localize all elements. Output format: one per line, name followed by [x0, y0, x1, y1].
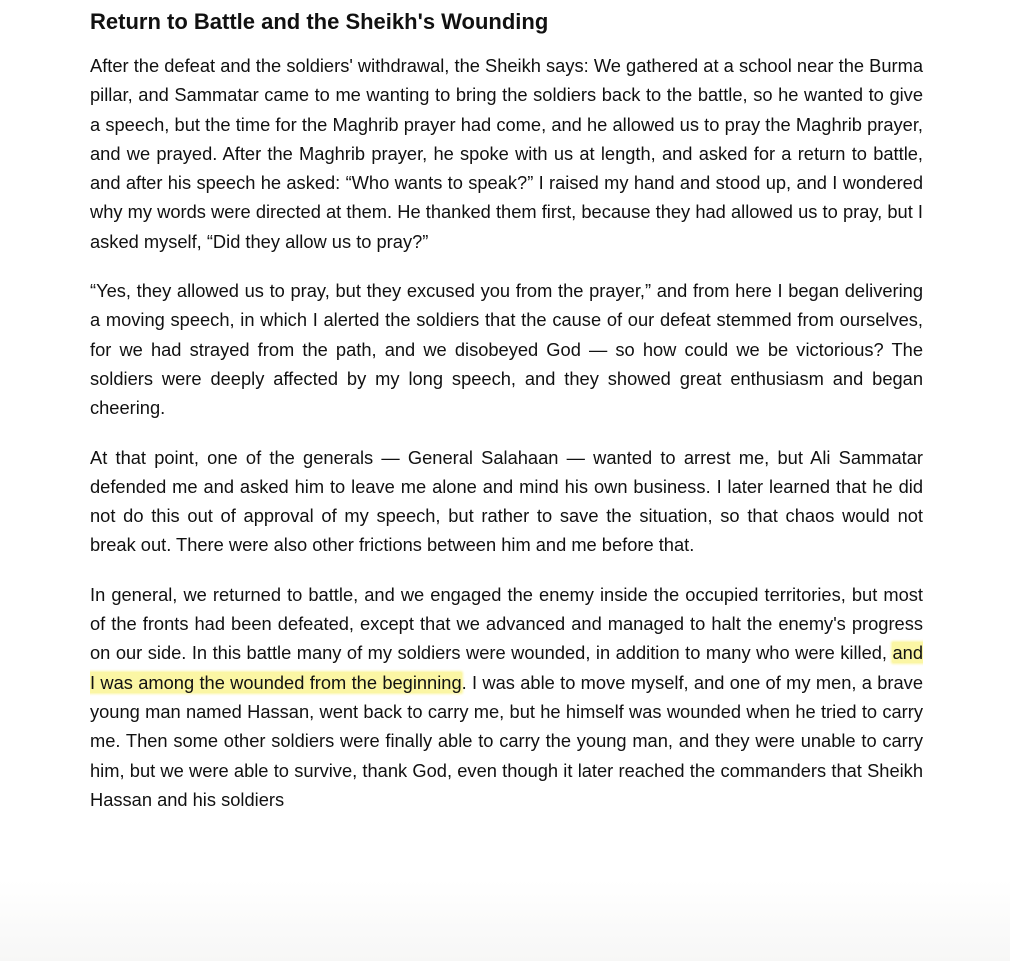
paragraph-4-text-end: . I was able to move myself, and one of my men, a brave young man named Hassan, went back to carry me, but he himself was wounded when he tried to carry me. Then some other soldiers were finally able to carry the young man, and they were unable to carry him, but we were able to survive, thank God, even though it later reached the commanders that Sheikh Hassan and his soldiers — [90, 671, 923, 810]
paragraph-1: After the defeat and the soldiers' withdrawal, the Sheikh says: We gathered at a school near the Burma pillar, and Sammatar came to me wanting to bring the soldiers back to the battle, so he wanted to give a speech, but the time for the Maghrib prayer had come, and he allowed us to pray the Maghrib prayer, and we prayed. After the Maghrib prayer, he spoke with us at length, and asked for a return to battle, and after his speech he asked: “Who wants to speak?” I raised my hand and stood up, and I wondered why my words were directed at them. He thanked them first, because they had allowed us to pray, but I asked myself, “Did they allow us to pray?” — [90, 55, 923, 252]
document-body — [90, 6, 923, 834]
paragraph-4-text-start: In general, we returned to battle, and we engaged the enemy inside the occupied territories, but most of the fronts had been defeated, except that we advanced and managed to halt the enemy's progress on our side. In this battle many of my soldiers were wounded, in addition to many who were killed, — [90, 583, 923, 664]
paragraph-3: At that point, one of the generals — General Salahaan — wanted to arrest me, but Ali Sammatar defended me and asked him to leave me alone and mind his own business. I later learned that he did not do this out of approval of my speech, but rather to save the situation, so that chaos would not break out. There were also other frictions between him and me before that. — [90, 446, 923, 556]
highlighted-text[interactable]: and I was among the wounded from the beginning — [90, 642, 923, 693]
section-heading: Return to Battle and the Sheikh's Wounding — [90, 9, 549, 34]
paragraph-2: “Yes, they allowed us to pray, but they excused you from the prayer,” and from here I began delivering a moving speech, in which I alerted the soldiers that the cause of our defeat stemmed from ourselves, for we had strayed from the path, and we disobeyed God — so how could we be victorious? The soldiers were deeply affected by my long speech, and they showed great enthusiasm and began cheering. — [90, 280, 923, 419]
paragraph-4 — [90, 580, 923, 814]
